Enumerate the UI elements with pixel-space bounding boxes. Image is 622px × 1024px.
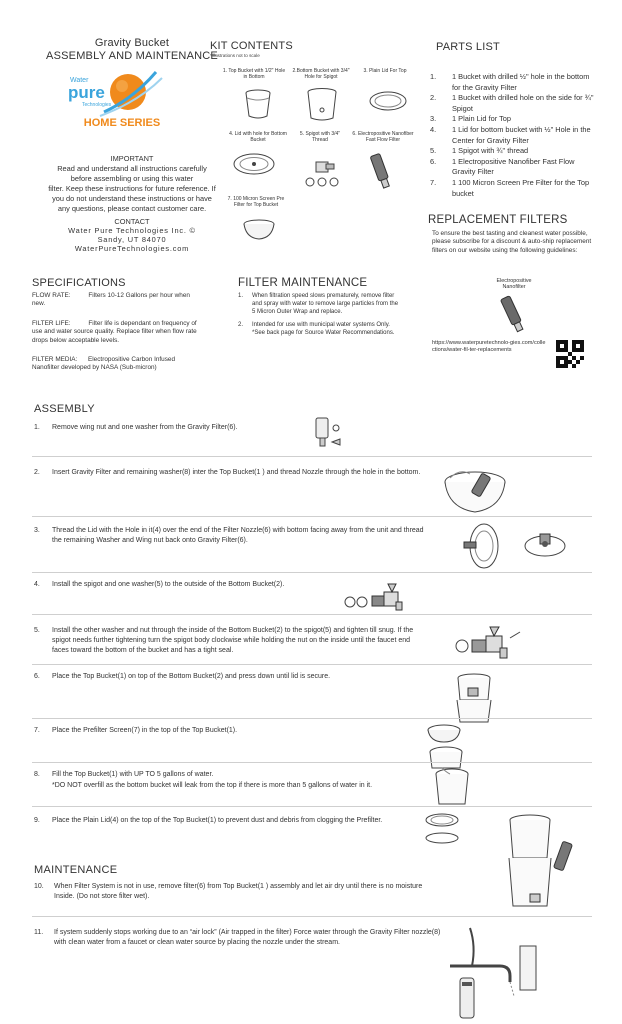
filter-maintenance-list — [238, 293, 400, 338]
important-block — [32, 154, 232, 214]
parts-item: 2. 1 Bucket with drilled hole on the side for ¾" Spigot — [430, 93, 594, 113]
contact-block — [32, 217, 232, 253]
contact-line: Water Pure Technologies Inc. © — [68, 226, 196, 235]
parts-item: 7. 1 100 Micron Screen Pre Filter for the Top bucket — [430, 177, 590, 198]
kit-item: 1. Top Bucket with 1/2" Hole in Bottom — [222, 68, 286, 80]
divider — [32, 806, 592, 807]
important-line: filter. Keep these instructions for future reference. If — [48, 184, 216, 193]
filter-maintenance-item: 1. When filtration speed slows prematurely, remove filter and spray with water to remove large particles from the 5 Micron Outer Wrap and replace. — [238, 293, 399, 315]
important-line: before assembling or using this water — [70, 174, 194, 183]
logo-water-text: Water — [70, 77, 89, 84]
contact-line: WaterPureTechnologies.com — [74, 244, 190, 253]
replacement-filter-image — [500, 294, 526, 336]
doc-title: Gravity Bucket — [94, 37, 170, 49]
series-label: HOME SERIES — [83, 117, 161, 129]
filter-maintenance-item: 2. Intended for use with municipal water systems Only. *See back page for Source Water Recommendations. — [238, 322, 395, 337]
contact-heading: CONTACT — [114, 217, 150, 226]
step9-lid-illustration — [422, 810, 462, 850]
step8-fill-illustration — [430, 764, 474, 808]
step4-spigot-illustration — [340, 582, 410, 612]
prefilter-screen-illustration — [242, 218, 276, 242]
parts-item: 1. 1 Bucket with drilled ½" hole in the bottom for the Gravity Filter — [430, 72, 590, 92]
step11-faucet-illustration — [440, 926, 550, 1022]
top-bucket-illustration — [244, 88, 272, 120]
lid-with-hole-illustration — [232, 150, 276, 178]
important-line: you do not understand these instructions or have — [52, 194, 212, 203]
divider — [32, 572, 592, 573]
divider — [32, 614, 592, 615]
kit-note: *Illustrations not to scale — [210, 53, 260, 58]
parts-item: 3. 1 Plain Lid for Top — [430, 114, 512, 124]
kit-item: 2.Bottom Bucket with 3/4" Hole for Spigot — [292, 68, 350, 80]
replacement-url[interactable]: https://www.waterpuretechnolo-gies.com/collections/water-fil-ter-replacements — [432, 340, 546, 354]
logo-pure-text: pure — [68, 83, 105, 102]
divider — [32, 718, 592, 719]
parts-item: 4. 1 Lid for bottom bucket with ½" Hole in the Center for Gravity Filter — [430, 124, 591, 145]
spec-item: FLOW RATE: Filters 10-12 Gallons per hour when new. — [32, 292, 190, 308]
important-line: any questions, please contact customer care. — [57, 204, 207, 213]
step5-spigot-nut-illustration — [450, 624, 526, 660]
kit-heading: KIT CONTENTS — [210, 40, 293, 52]
spec-heading: SPECIFICATIONS — [32, 277, 126, 289]
divider — [32, 916, 592, 917]
kit-item: 3. Plain Lid For Top — [363, 68, 407, 74]
parts-item: 6. 1 Electropositive Nanofiber Fast Flow Gravity Filter — [430, 156, 575, 177]
parts-item: 5. 1 Spigot with ¾" thread — [430, 146, 529, 156]
divider — [32, 664, 592, 665]
step3-lid-illustration — [462, 520, 502, 572]
spec-item: FILTER LIFE: Filter life is dependant on frequency of use and water source quality. Replace filter when flow rate drops below acceptable levels. — [32, 320, 197, 344]
divider — [32, 762, 592, 763]
replacement-heading: REPLACEMENT FILTERS — [428, 214, 568, 226]
step3-washer-illustration — [522, 528, 568, 558]
doc-subtitle: ASSEMBLY AND MAINTENANCE — [46, 50, 218, 62]
bottom-bucket-illustration — [306, 86, 338, 122]
parts-heading: PARTS LIST — [436, 41, 500, 53]
nanofilter-illustration — [370, 152, 392, 192]
spec-item: FILTER MEDIA: Electropositive Carbon Infused Nanofilter developed by NASA (Sub-micron) — [32, 356, 176, 372]
contact-line: Sandy, UT 84070 — [97, 235, 167, 244]
kit-item: 6. Electropositive Nanofiber Fast Flow Filter — [352, 131, 414, 143]
step6-stacked-buckets-illustration — [454, 672, 494, 724]
filter-maintenance-heading: FILTER MAINTENANCE — [238, 277, 368, 289]
parts-list — [430, 72, 598, 199]
assembly-heading: ASSEMBLY — [34, 403, 95, 415]
logo-tech-text: Technologies — [82, 102, 112, 108]
divider — [32, 516, 592, 517]
final-assembly-illustration — [496, 812, 580, 912]
kit-item: 5. Spigot with 3/4" Thread — [299, 131, 341, 143]
divider — [32, 456, 592, 457]
qr-code-image[interactable] — [556, 340, 584, 368]
replacement-text: To ensure the best tasting and cleanest water possible, please subscribe for a discount & auto-ship replacement filters on our website using the following guidelines: — [432, 230, 592, 254]
spigot-parts-illustration — [302, 160, 346, 190]
replacement-product-label: Electropositive Nanofilter — [496, 278, 532, 291]
maintenance-heading: MAINTENANCE — [34, 864, 118, 876]
important-heading: IMPORTANT — [110, 154, 154, 163]
kit-item: 4. Lid with hole for Bottom Bucket — [229, 131, 287, 143]
step1-filter-illustration — [306, 414, 346, 454]
plain-lid-illustration — [368, 88, 408, 114]
important-line: Read and understand all instructions carefully — [57, 164, 207, 173]
step2-bucket-illustration — [440, 464, 510, 516]
kit-item: 7. 100 Micron Screen Pre Filter for Top Bucket — [227, 196, 285, 208]
